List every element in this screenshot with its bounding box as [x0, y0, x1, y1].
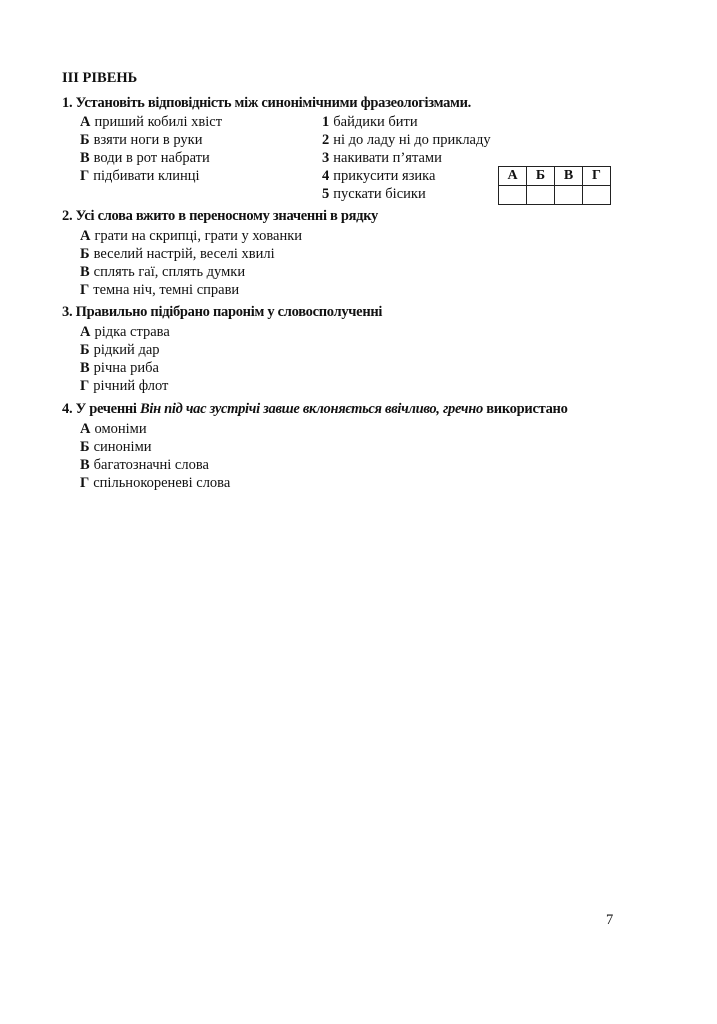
- q2-option: Б веселий настрій, веселі хвилі: [80, 246, 275, 262]
- answer-cell[interactable]: [583, 186, 611, 205]
- answer-grid-header-row: [499, 167, 611, 186]
- level-title: III РІВЕНЬ: [62, 70, 138, 86]
- q3-option: А рідка страва: [80, 324, 170, 340]
- question-1: 1. Установіть відповідність між синонімічними фразеологізмами.: [62, 95, 471, 111]
- example-sentence: Він під час зустрічі завше вклоняється ввічливо, гречно: [139, 401, 483, 417]
- answer-cell[interactable]: [527, 186, 555, 205]
- answer-cell[interactable]: [555, 186, 583, 205]
- q2-option: В сплять гаї, сплять думки: [80, 264, 246, 280]
- q1-right-option: 3 накивати п’ятами: [322, 150, 442, 166]
- q2-option: Г темна ніч, темні справи: [80, 282, 240, 298]
- q1-left-option: В води в рот набрати: [80, 150, 210, 166]
- q1-right-option: 2 ні до ладу ні до прикладу: [322, 132, 491, 148]
- question-2: 2. Усі слова вжито в переносному значенні в рядку: [62, 208, 379, 224]
- q1-right-option: 4 прикусити язика: [322, 168, 436, 184]
- q4-option: А омоніми: [80, 421, 147, 437]
- page-number: 7: [606, 912, 614, 928]
- q1-left-option: А приший кобилі хвіст: [80, 114, 223, 130]
- q3-option: Б рідкий дар: [80, 342, 160, 358]
- q4-option: Б синоніми: [80, 439, 152, 455]
- q1-left-option: Б взяти ноги в руки: [80, 132, 203, 148]
- answer-grid-header: Г: [583, 167, 611, 186]
- q3-option: Г річний флот: [80, 378, 169, 394]
- answer-grid-header: А: [499, 167, 527, 186]
- answer-grid-header: В: [555, 167, 583, 186]
- q1-left-option: Г підбивати клинці: [80, 168, 200, 184]
- q4-option: Г спільнокореневі слова: [80, 475, 231, 491]
- q3-option: В річна риба: [80, 360, 159, 376]
- q1-right-option: 1 байдики бити: [322, 114, 418, 130]
- question-4: 4. У реченні Він під час зустрічі завше вклоняється ввічливо, гречно використано: [62, 401, 568, 417]
- question-3: 3. Правильно підібрано паронім у словосполученні: [62, 304, 383, 320]
- answer-grid-input-row: [499, 186, 611, 205]
- answer-grid: [498, 166, 611, 205]
- answer-grid-header: Б: [527, 167, 555, 186]
- q2-option: А грати на скрипці, грати у хованки: [80, 228, 303, 244]
- q4-option: В багатозначні слова: [80, 457, 209, 473]
- answer-cell[interactable]: [499, 186, 527, 205]
- q1-right-option: 5 пускати бісики: [322, 186, 426, 202]
